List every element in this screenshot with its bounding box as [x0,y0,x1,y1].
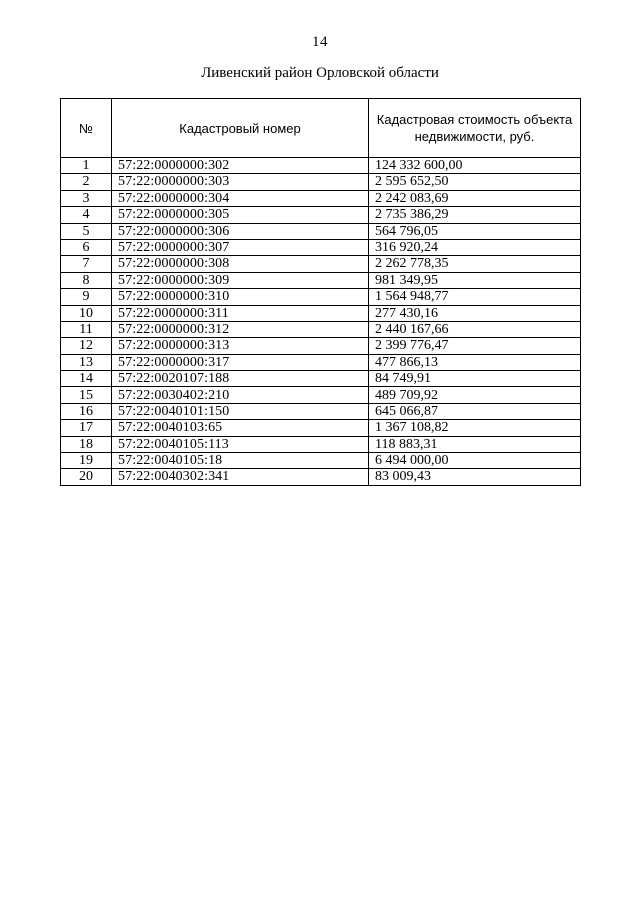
cadastral-value-cell: 564 796,05 [369,223,581,239]
cadastral-number-cell: 57:22:0040103:65 [112,420,369,436]
row-number-cell: 13 [61,354,112,370]
table-row [61,190,581,206]
cadastral-value-cell: 84 749,91 [369,371,581,387]
cadastral-number-cell: 57:22:0000000:306 [112,223,369,239]
cadastral-value-cell: 981 349,95 [369,272,581,288]
cadastral-value-table [60,98,581,486]
row-number-cell: 17 [61,420,112,436]
cadastral-number-cell: 57:22:0030402:210 [112,387,369,403]
row-number-cell: 7 [61,256,112,272]
row-number-cell: 8 [61,272,112,288]
table-row [61,272,581,288]
cadastral-value-cell: 1 564 948,77 [369,289,581,305]
cadastral-value-cell: 83 009,43 [369,469,581,485]
cadastral-number-cell: 57:22:0020107:188 [112,371,369,387]
cadastral-number-cell: 57:22:0000000:313 [112,338,369,354]
table-row [61,158,581,174]
table-row [61,223,581,239]
cadastral-number-cell: 57:22:0000000:317 [112,354,369,370]
header-number: № [61,99,112,158]
cadastral-value-cell: 489 709,92 [369,387,581,403]
cadastral-number-cell: 57:22:0040101:150 [112,403,369,419]
cadastral-value-cell: 477 866,13 [369,354,581,370]
cadastral-number-cell: 57:22:0000000:308 [112,256,369,272]
document-title: Ливенский район Орловской области [201,65,439,81]
cadastral-value-cell: 2 242 083,69 [369,190,581,206]
row-number-cell: 12 [61,338,112,354]
row-number-cell: 11 [61,321,112,337]
row-number-cell: 10 [61,305,112,321]
table-row [61,207,581,223]
row-number-cell: 20 [61,469,112,485]
row-number-cell: 4 [61,207,112,223]
cadastral-value-cell: 124 332 600,00 [369,158,581,174]
table-row [61,321,581,337]
row-number-cell: 1 [61,158,112,174]
row-number-cell: 5 [61,223,112,239]
cadastral-value-cell: 2 595 652,50 [369,174,581,190]
table-row [61,305,581,321]
cadastral-value-cell: 645 066,87 [369,403,581,419]
row-number-cell: 18 [61,436,112,452]
table-row [61,371,581,387]
cadastral-value-cell: 277 430,16 [369,305,581,321]
cadastral-value-cell: 2 262 778,35 [369,256,581,272]
cadastral-value-cell: 2 440 167,66 [369,321,581,337]
header-cadastral-value: Кадастровая стоимость объекта недвижимости, руб. [369,99,581,158]
row-number-cell: 15 [61,387,112,403]
cadastral-number-cell: 57:22:0000000:309 [112,272,369,288]
table-row [61,387,581,403]
table-row [61,354,581,370]
table-header [61,99,581,158]
table-row [61,469,581,485]
cadastral-value-cell: 316 920,24 [369,239,581,255]
table-row [61,239,581,255]
header-cadastral-number: Кадастровый номер [112,99,369,158]
table-body [61,158,581,486]
table-row [61,436,581,452]
row-number-cell: 2 [61,174,112,190]
cadastral-number-cell: 57:22:0000000:311 [112,305,369,321]
cadastral-number-cell: 57:22:0000000:304 [112,190,369,206]
cadastral-number-cell: 57:22:0000000:310 [112,289,369,305]
cadastral-value-cell: 2 735 386,29 [369,207,581,223]
table-row [61,338,581,354]
header-row [61,99,581,158]
cadastral-value-cell: 2 399 776,47 [369,338,581,354]
row-number-cell: 6 [61,239,112,255]
table-row [61,289,581,305]
row-number-cell: 16 [61,403,112,419]
table-row [61,420,581,436]
row-number-cell: 19 [61,453,112,469]
cadastral-number-cell: 57:22:0000000:302 [112,158,369,174]
row-number-cell: 9 [61,289,112,305]
table-row [61,174,581,190]
cadastral-value-cell: 6 494 000,00 [369,453,581,469]
cadastral-number-cell: 57:22:0000000:305 [112,207,369,223]
table-row [61,453,581,469]
cadastral-number-cell: 57:22:0040302:341 [112,469,369,485]
cadastral-value-table-container [60,98,579,486]
cadastral-number-cell: 57:22:0040105:113 [112,436,369,452]
cadastral-value-cell: 118 883,31 [369,436,581,452]
cadastral-number-cell: 57:22:0040105:18 [112,453,369,469]
table-row [61,256,581,272]
cadastral-number-cell: 57:22:0000000:307 [112,239,369,255]
page-number: 14 [312,34,328,50]
cadastral-number-cell: 57:22:0000000:303 [112,174,369,190]
table-row [61,403,581,419]
cadastral-value-cell: 1 367 108,82 [369,420,581,436]
row-number-cell: 3 [61,190,112,206]
row-number-cell: 14 [61,371,112,387]
cadastral-number-cell: 57:22:0000000:312 [112,321,369,337]
